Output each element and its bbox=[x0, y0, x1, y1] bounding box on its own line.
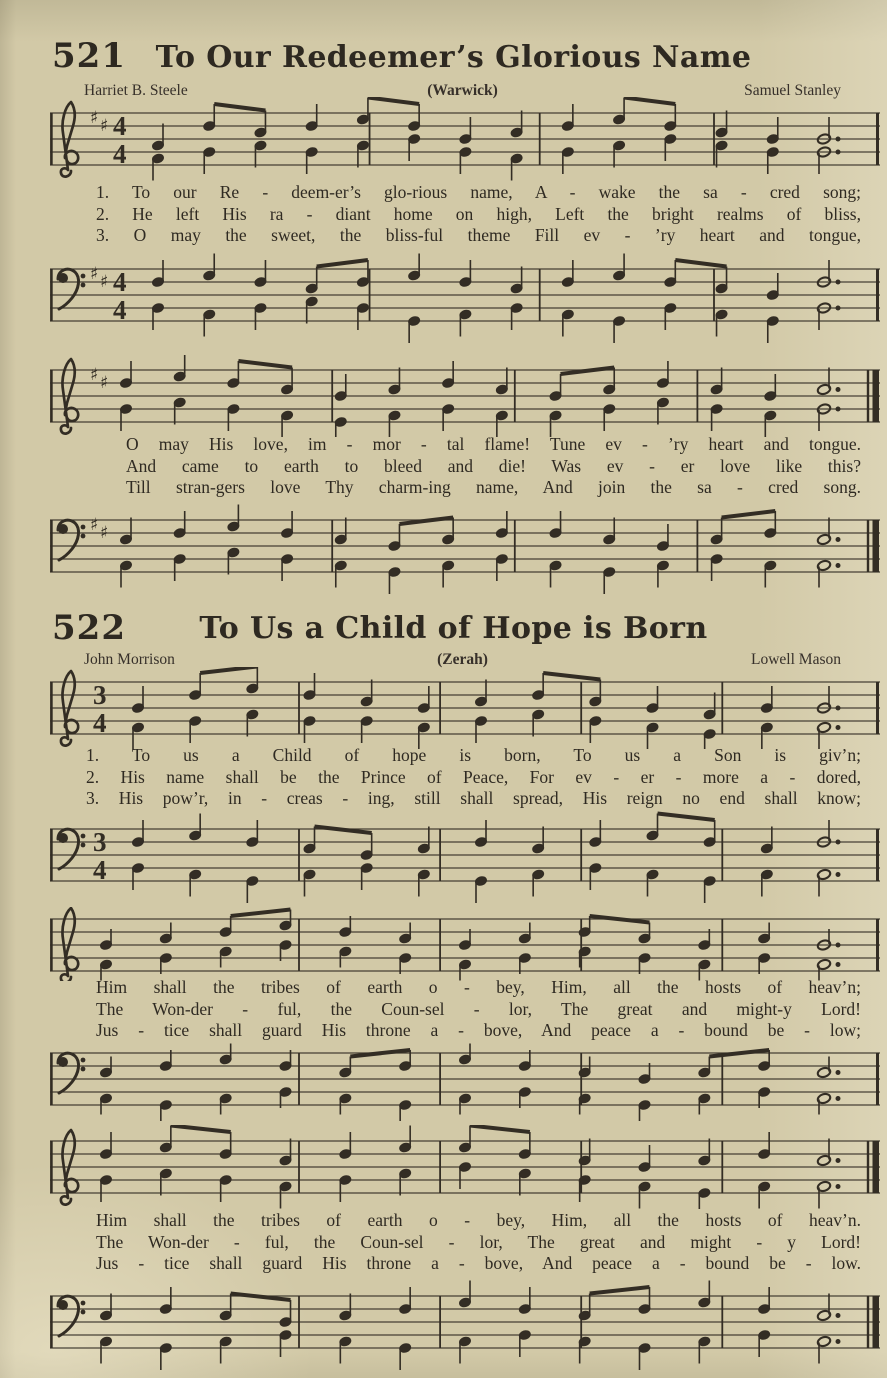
lyrics-block bbox=[86, 745, 861, 810]
lyric-line: 2. He left His ra - diant home on high, Left the bright realms of bliss, bbox=[96, 203, 861, 224]
svg-text:♯: ♯ bbox=[100, 523, 109, 543]
lyric-line: 1. To our Re - deem-er’s glo-rious name, A - wake the sa - cred song; bbox=[96, 182, 861, 202]
svg-text:4: 4 bbox=[93, 855, 107, 885]
svg-text:4: 4 bbox=[113, 139, 127, 169]
composer-name: Lowell Mason bbox=[751, 651, 841, 668]
svg-text:4: 4 bbox=[113, 267, 127, 297]
lyric-line: Him shall the tribes of earth o - bey, Him, all the hosts of heav’n. bbox=[96, 1210, 861, 1230]
lyric-line: The Won-der - ful, the Coun-sel - lor, The great and might - y Lord! bbox=[96, 1231, 861, 1252]
hymn-title: To Us a Child of Hope is Born bbox=[199, 611, 708, 646]
treble-staff bbox=[50, 667, 880, 749]
lyrics-block bbox=[96, 1210, 861, 1275]
svg-text:4: 4 bbox=[113, 295, 127, 325]
lyric-line: Jus - tice shall guard His throne a - bove, And peace a - bound be - low. bbox=[96, 1253, 861, 1274]
treble-staff bbox=[50, 907, 880, 981]
treble-staff bbox=[50, 1125, 880, 1209]
lyric-line: And came to earth to bleed and die! Was ev - er love like this? bbox=[126, 455, 861, 476]
svg-text:♯: ♯ bbox=[100, 116, 109, 136]
lyric-line: Jus - tice shall guard His throne a - bove, And peace a - bound be - low; bbox=[96, 1020, 861, 1041]
lyric-line: O may His love, im - mor - tal flame! Tune ev - ’ry heart and tongue. bbox=[126, 434, 861, 454]
svg-text:4: 4 bbox=[93, 708, 107, 738]
author-name: Harriet B. Steele bbox=[84, 82, 188, 99]
lyrics-block bbox=[96, 182, 861, 247]
svg-text:♯: ♯ bbox=[90, 108, 99, 128]
lyric-line: 3. His pow’r, in - creas - ing, still shall spread, His reign no end shall know; bbox=[86, 788, 861, 809]
bass-staff bbox=[50, 1041, 880, 1121]
svg-text:♯: ♯ bbox=[100, 373, 109, 393]
bass-staff bbox=[50, 811, 880, 907]
svg-text:♯: ♯ bbox=[90, 365, 99, 385]
svg-text:♯: ♯ bbox=[90, 264, 99, 284]
hymn-title: To Our Redeemer’s Glorious Name bbox=[155, 40, 752, 75]
lyric-line: The Won-der - ful, the Coun-sel - lor, The great and might-y Lord! bbox=[96, 998, 861, 1019]
bass-staff bbox=[50, 502, 880, 598]
lyric-line: Till stran-gers love Thy charm-ing name, And join the sa - cred song. bbox=[126, 477, 861, 498]
lyric-line: Him shall the tribes of earth o - bey, Him, all the hosts of heav’n; bbox=[96, 977, 861, 997]
composer-name: Samuel Stanley bbox=[744, 82, 841, 99]
svg-text:4: 4 bbox=[113, 111, 127, 141]
svg-text:3: 3 bbox=[93, 827, 107, 857]
svg-text:♯: ♯ bbox=[100, 272, 109, 292]
bass-staff bbox=[50, 251, 880, 347]
hymn-number: 521 bbox=[52, 36, 126, 76]
tune-name: (Zerah) bbox=[437, 651, 488, 668]
svg-text:♯: ♯ bbox=[90, 515, 99, 535]
lyrics-block bbox=[96, 977, 861, 1042]
lyric-line: 2. His name shall be the Prince of Peace, For ev - er - more a - dored, bbox=[86, 766, 861, 787]
hymn-number: 522 bbox=[52, 608, 126, 648]
treble-staff bbox=[50, 97, 880, 181]
lyric-line: 1. To us a Child of hope is born, To us a Son is giv’n; bbox=[86, 745, 861, 765]
lyric-line: 3. O may the sweet, the bliss-ful theme Fill ev - ’ry heart and tongue, bbox=[96, 225, 861, 246]
svg-text:3: 3 bbox=[93, 680, 107, 710]
lyrics-block bbox=[126, 434, 861, 499]
treble-staff bbox=[50, 355, 880, 437]
bass-staff bbox=[50, 1280, 880, 1374]
author-name: John Morrison bbox=[84, 651, 175, 668]
tune-name: (Warwick) bbox=[427, 82, 498, 99]
